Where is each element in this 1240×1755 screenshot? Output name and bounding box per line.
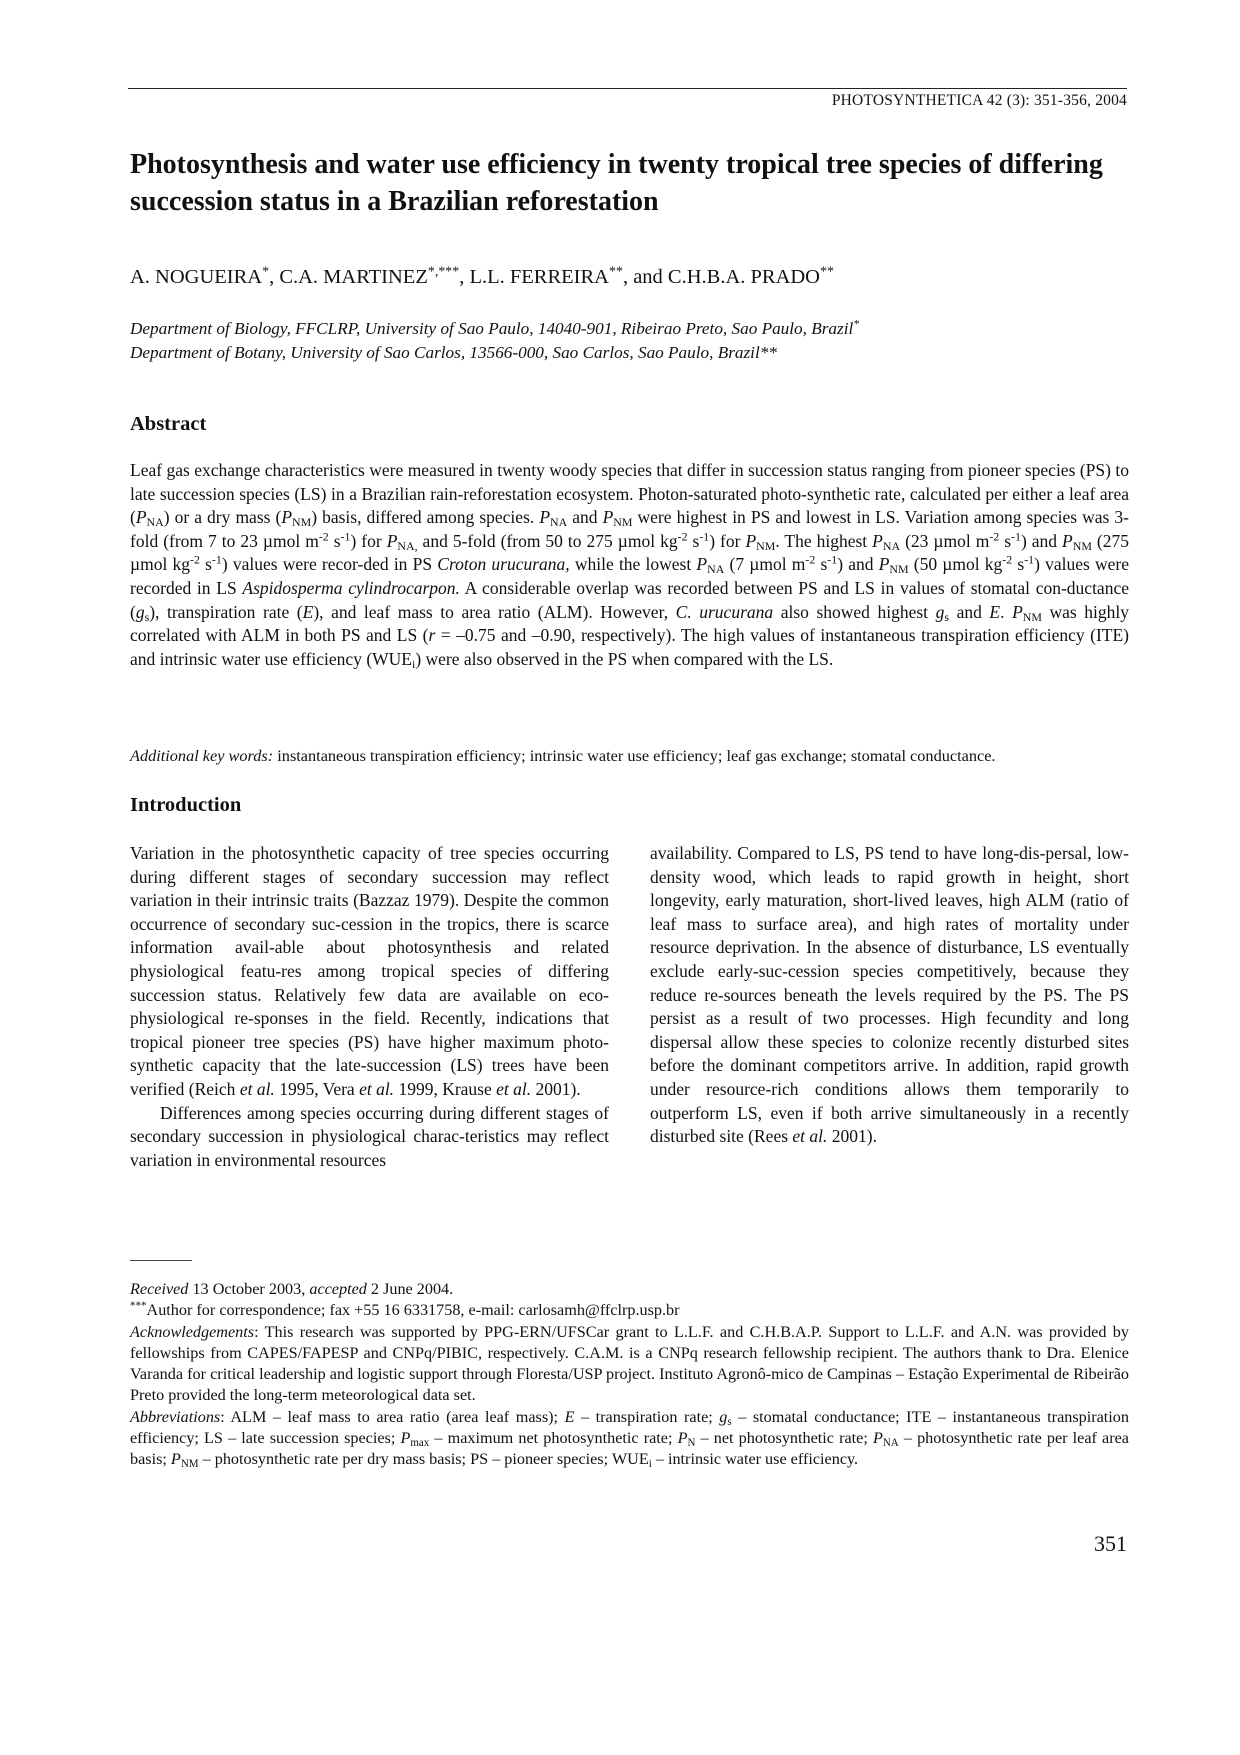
acknowledgements: Acknowledgements: This research was supported by PPG-ERN/UFSCar grant to L.L.F. and C.H.B.A.P. Support to L.L.F. and A.N. was provided by fellowships from CAPES/FAPESP and CNPq/PIBIC, respectively. C.A.M. is a CNPq research fellowship recipient. The authors thank to Dra. Elenice Varanda for critical leadership and logistic support through Floresta/USP project. Instituto Agronô-mico de Campinas – Estação Experimental de Ribeirão Preto provided the long-term meteorological data set. bbox=[130, 1322, 1129, 1405]
introduction-column-right bbox=[650, 842, 1129, 1149]
running-head: PHOTOSYNTHETICA 42 (3): 351-356, 2004 bbox=[831, 92, 1127, 109]
author-name: A. NOGUEIRA bbox=[130, 266, 263, 288]
author-name: C.A. MARTINEZ bbox=[279, 266, 428, 288]
header-rule bbox=[128, 88, 1127, 89]
author-mark: * bbox=[262, 264, 270, 280]
introduction-paragraph: Variation in the photosynthetic capacity of tree species occurring during different stages of secondary succession may reflect variation in their intrinsic traits (Bazzaz 1979). Despite the common occurrence of secondary suc-cession in the tropics, there is scarce information avail-able about photosynthesis and related physiological featu-res among tropical species of differing succession status. Relatively few data are available on eco-physiological re-sponses in the field. Recently, indications that tropical pioneer tree species (PS) have higher maximum photo-synthetic capacity that the late-succession (LS) trees have been verified (Reich et al. 1995, Vera et al. 1999, Krause et al. 2001). bbox=[130, 843, 609, 1099]
introduction-paragraph-continued: availability. Compared to LS, PS tend to have long-dis-persal, low-density wood, which leads to rapid growth in height, short longevity, early maturation, short-lived leaves, high ALM (ratio of leaf mass to surface area), and high rates of mortality under resource deprivation. In the absence of disturbance, LS eventually exclude early-suc-cession species competitively, because they reduce re-sources beneath the levels required by the PS. The PS persist as a result of two processes. High fecundity and long dispersal allow these species to colonize recently disturbed sites before the dominant competitors arrive. In addition, rapid growth under resource-rich conditions allows them temporarily to outperform LS, even if both arrive simultaneously in a recently disturbed site (Rees et al. 2001). bbox=[650, 843, 1129, 1147]
introduction-heading: Introduction bbox=[130, 794, 242, 816]
author-mark: *,*** bbox=[427, 264, 460, 280]
correspondence-line: ***Author for correspondence; fax +55 16 6331758, e-mail: carlosamh@ffclrp.usp.br bbox=[130, 1300, 680, 1320]
keywords-text: instantaneous transpiration efficiency; intrinsic water use efficiency; leaf gas exchange; stomatal conductance. bbox=[277, 746, 996, 765]
keywords-label: Additional key words: bbox=[130, 746, 274, 765]
author-name: L.L. FERREIRA bbox=[469, 266, 609, 288]
author-name: C.H.B.A. PRADO bbox=[667, 266, 820, 288]
keywords-line bbox=[130, 746, 995, 766]
abstract-heading: Abstract bbox=[130, 413, 207, 435]
page-number: 351 bbox=[1094, 1531, 1127, 1556]
abbreviations: Abbreviations: ALM – leaf mass to area ratio (area leaf mass); E – transpiration rate; $g_s$ – stomatal conductance; ITE – instantaneous transpiration efficiency; LS – late succession species; $P_{max}$ – maximum net photosynthetic rate; $P_N$ – net photosynthetic rate; $P_{NA}$ – photosynthetic rate per leaf area basis; $P_{NM}$ – photosynthetic rate per dry mass basis; PS – pioneer species; $WUE_i$ – intrinsic water use efficiency. bbox=[130, 1407, 1129, 1471]
received-line: Received 13 October 2003, accepted 2 June 2004. bbox=[130, 1280, 454, 1298]
article-title: Photosynthesis and water use efficiency in twenty tropical tree species of differing succession status in a Brazilian reforestation bbox=[130, 149, 1103, 217]
author-list: A. NOGUEIRA*, C.A. MARTINEZ*,***, L.L. FERREIRA**, and C.H.B.A. PRADO** bbox=[130, 264, 834, 288]
footnote-rule bbox=[130, 1260, 192, 1261]
affiliation-second: Department of Botany, University of Sao Carlos, 13566-000, Sao Carlos, Sao Paulo, Brazil** bbox=[130, 343, 777, 362]
footnotes bbox=[130, 1279, 1129, 1471]
affiliation-first: Department of Biology, FFCLRP, University of Sao Paulo, 14040-901, Ribeirao Preto, Sao Paulo, Brazil* bbox=[130, 317, 860, 338]
author-mark: ** bbox=[820, 264, 834, 280]
abstract-text: Leaf gas exchange characteristics were measured in twenty woody species that differ in succession status ranging from pioneer species (PS) to late succession species (LS) in a Brazilian rain-reforestation ecosystem. Photon-saturated photo-synthetic rate, calculated per either a leaf area $(P_{NA})$ or a dry mass $(P_{NM})$ basis, differed among species. $P_{NA}$ and $P_{NM}$ were highest in PS and lowest in LS. Variation among species was 3-fold (from 7 to 23 µmol $m^{-2}$ $s^{-1}$) for $P_{NA,}$ and 5-fold (from 50 to 275 µmol $kg^{-2}$ $s^{-1}$) for $P_{NM}$. The highest $P_{NA}$ (23 µmol $m^{-2}$ $s^{-1}$) and $P_{NM}$ (275 µmol $kg^{-2}$ $s^{-1}$) values were recor-ded in PS Croton urucurana, while the lowest $P_{NA}$ (7 µmol $m^{-2}$ $s^{-1}$) and $P_{NM}$ (50 µmol $kg^{-2}$ $s^{-1}$) values were recorded in LS Aspidosperma cylindrocarpon. A considerable overlap was recorded between PS and LS in values of stomatal con-ductance $(g_s)$, transpiration rate (E), and leaf mass to area ratio (ALM). However, C. urucurana also showed highest $g_s$ and E. $P_{NM}$ was highly correlated with ALM in both PS and LS (r = –0.75 and –0.90, respectively). The high values of instantaneous transpiration efficiency (ITE) and intrinsic water use efficiency $(WUE_i)$ were also observed in the PS when compared with the LS. bbox=[130, 460, 1130, 671]
introduction-column-left bbox=[130, 842, 609, 1172]
introduction-paragraph: Differences among species occurring during different stages of secondary succession in physiological charac-teristics may reflect variation in environmental resources bbox=[130, 1102, 609, 1170]
author-mark: ** bbox=[609, 264, 623, 280]
